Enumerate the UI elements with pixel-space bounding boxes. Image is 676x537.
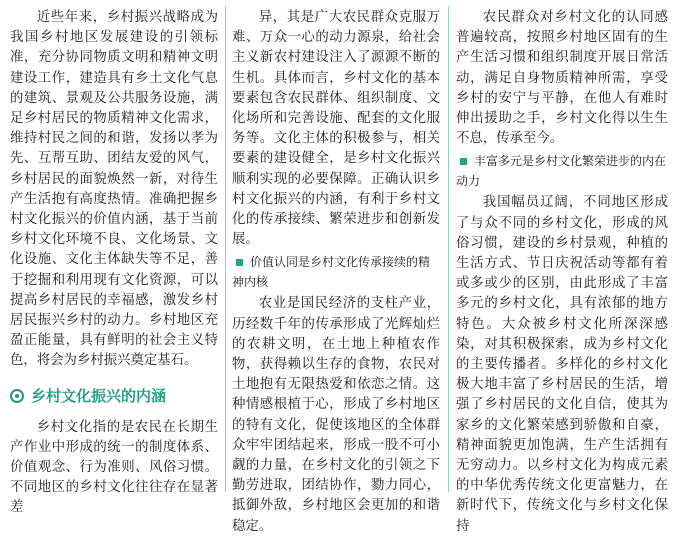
subheading [232,252,440,292]
subheading [456,151,668,191]
paragraph: 异，其是广大农民群众克服万难、万众一心的动力源泉，给社会主义新农村建设注入了源源不断的生机。具体而言，乡村文化的基本要素包含农民群体、组织制度、文化场所和完善设施、配套的文化服务等。文化主体的积极参与，相关要素的建设健全，是乡村文化振兴顺利实现的必要保障。正确认识乡村文化振兴的内涵，有利于乡村文化的传承接续、繁荣进步和创新发展。 [232,10,440,248]
paragraph: 乡村文化指的是农民在长期生产作业中形成的统一的制度体系、价值观念、行为准则、风俗习惯。不同地区的乡村文化往往存在显著差 [10,419,218,516]
subheading-text: 价值认同是乡村文化传承接续的精神内核 [232,255,431,290]
paragraph: 农民群众对乡村文化的认同感普遍较高，按照乡村地区固有的生产生活习惯和组织制度开展日常活动，满足自身物质精神所需，享受乡村的安宁与平静，在他人有难时伸出援助之手，乡村文化得以生生不息，传承至今。 [456,10,668,147]
bullet-square-icon [236,259,243,266]
paragraph: 农业是国民经济的支柱产业，历经数千年的传承形成了光辉灿烂的农耕文明，在土地上种植农作物，获得赖以生存的食物，农民对土地抱有无限热爱和依恋之情。这种情感根植于心，形成了乡村地区的特有文化，促使该地区的全体群众牢牢团结起来，形成一股不可小觑的力量，在乡村文化的引领之下勤劳进取，团结协作，勠力同心，抵御外敌，乡村地区会更加的和谐稳定。 [232,296,440,534]
paragraph: 近些年来，乡村振兴战略成为我国乡村地区发展建设的引领标准，充分协同物质文明和精神文明建设工作，建造具有乡土文化气息的建筑、景观及公共服务设施，满足乡村居民的物质精神文化需求，维持村民之间的和谐，发扬以孝为先、互帮互助、团结友爱的风气，乡村居民的面貌焕然一新，对待生产生活抱有高度热情。准确把握乡村文化振兴的价值内涵，基于当前乡村文化环境不良、文化场景、文化设施、文化主体缺失等不足，善于挖掘和利用现有文化资源，可以提高乡村居民的幸福感，激发乡村居民振兴乡村的动力。乡村地区充盈正能量，具有鲜明的社会主义特色，将会为乡村振兴奠定基石。 [10,10,218,369]
section-heading-text: 乡村文化振兴的内涵 [31,386,167,405]
text-column-3 [456,8,668,537]
bullet-circle-icon [10,389,24,403]
bullet-square-icon [460,158,467,165]
subheading-text: 丰富多元是乡村文化繁荣进步的内在动力 [456,154,667,189]
column-divider [448,6,449,492]
paragraph: 我国幅员辽阔，不同地区形成了与众不同的乡村文化，形成的风俗习惯，建设的乡村景观，种植的生活方式、节日庆祝活动等都有着或多或少的区别，由此形成了丰富多元的乡村文化，具有浓郁的地方特色。大众被乡村文化所深深感染，对其积极探索，成为乡村文化的主要传播者。多样化的乡村文化极大地丰富了乡村居民的生活，增强了乡村居民的文化自信，使其为家乡的文化繁荣感到骄傲和自豪，精神面貌更加饱满，生产生活拥有无穷动力。以乡村文化为构成元素的中华优秀传统文化更富魅力，在新时代下，传统文化与乡村文化保持 [456,195,668,534]
column-divider [225,6,226,492]
text-column-2 [232,8,440,537]
text-column-1 [10,8,218,519]
section-heading [10,385,218,407]
